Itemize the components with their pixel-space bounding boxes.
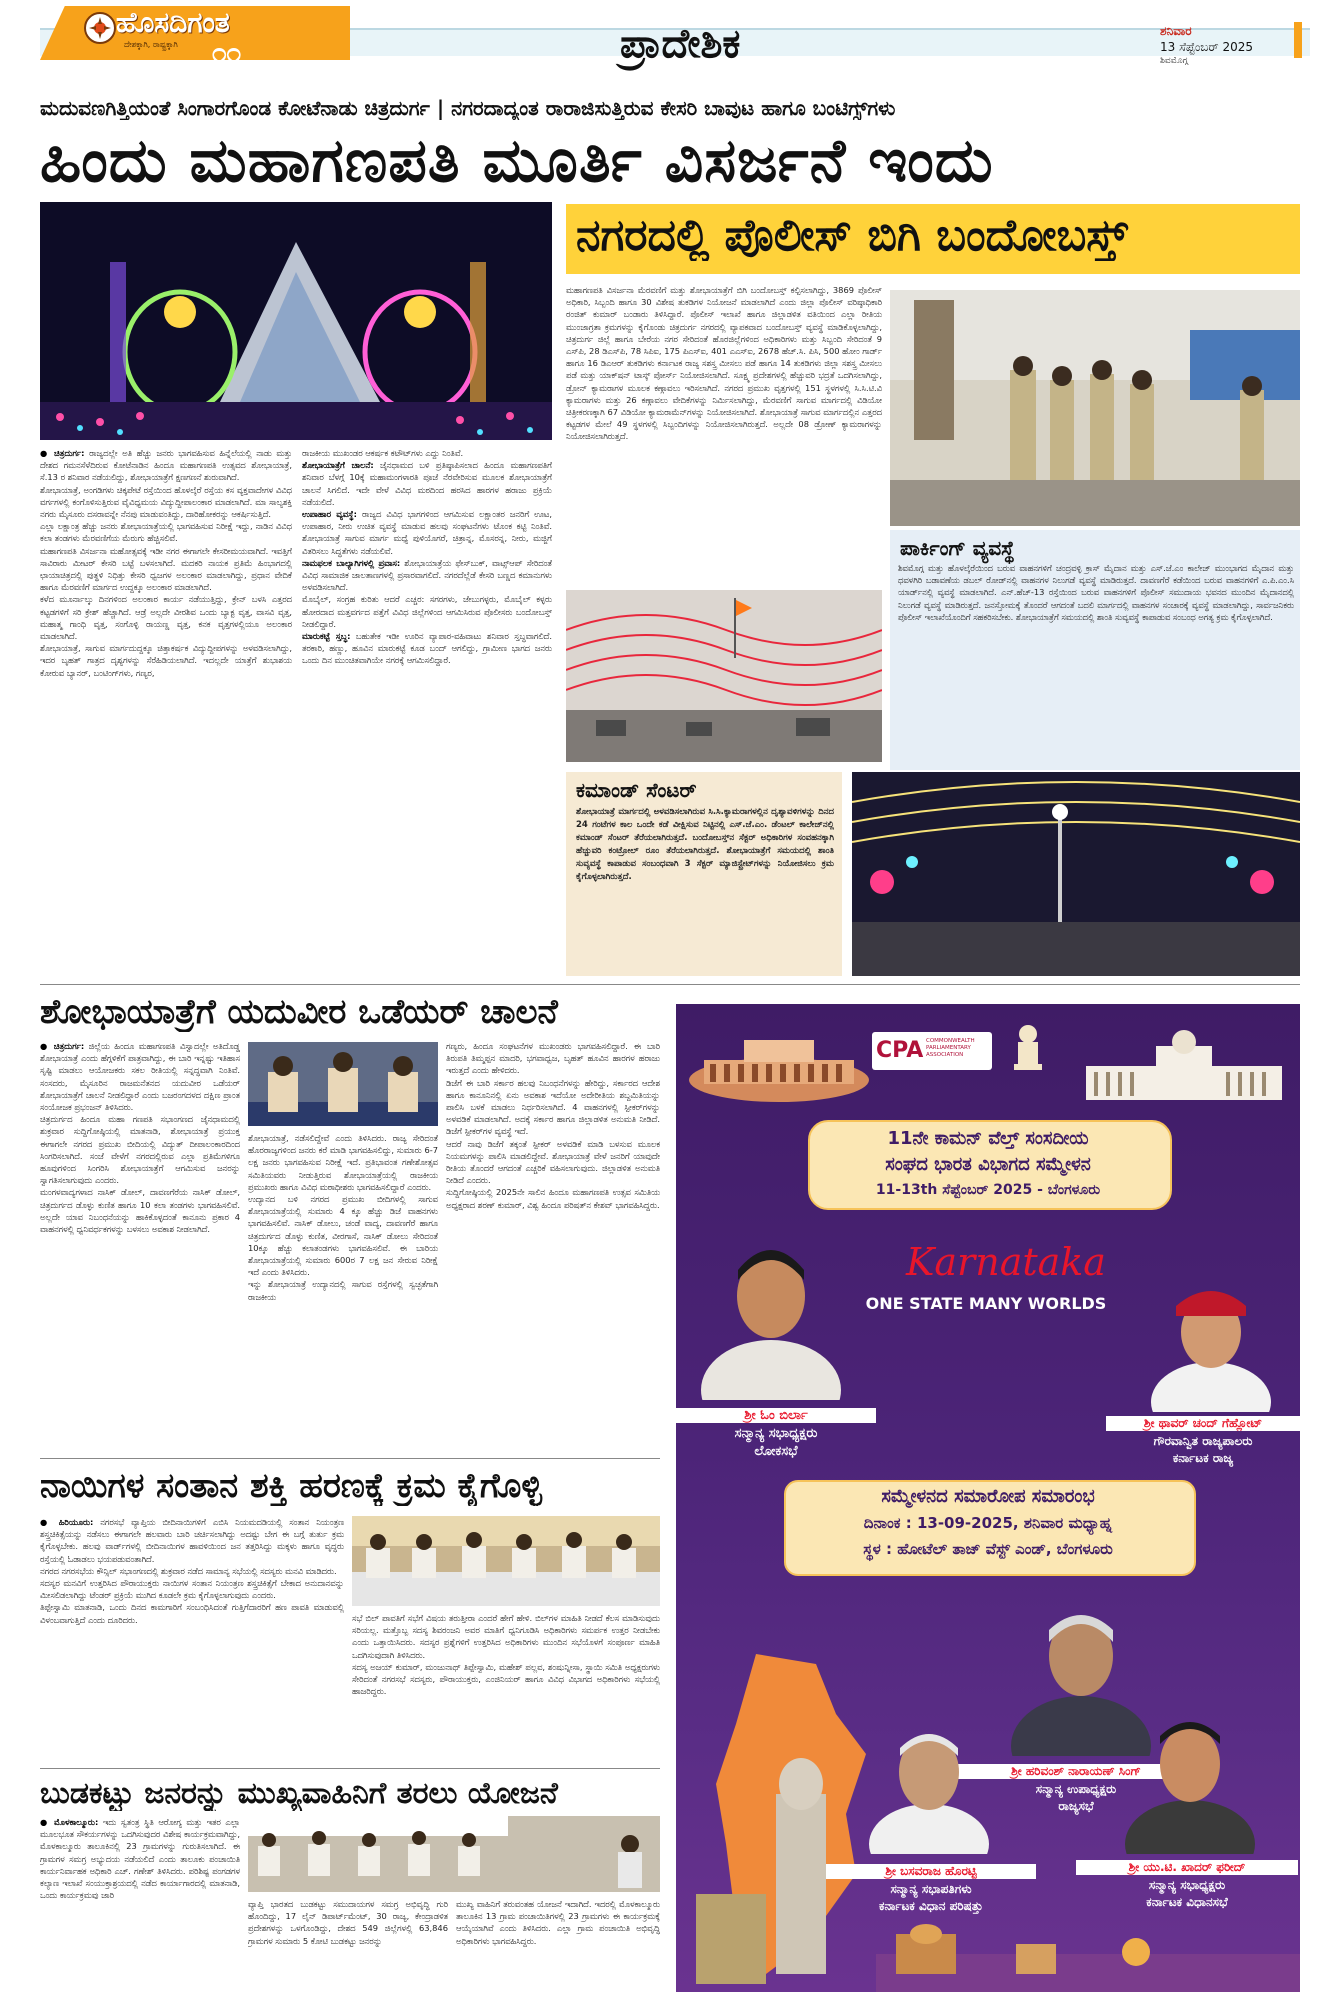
portrait-om-birla xyxy=(696,1230,846,1400)
dogs-col-2-text: ಸಭೆ ಬಿಲ್ ಪಾವತಿಗೆ ಸಭೆಗೆ ವಿಷಯ ತರುತ್ತೀರಾ ಎಂದರೆ ಹೇಗೆ ಹೇಳಿ. ಬಿಲ್‌ಗಳ ಮಾಹಿತಿ ನೀಡದೆ ಕೆಲಸ ಮಾಡಿಸುವುದು ಸರಿಯಲ್ಲ. ಮತ್ತೊಬ್ಬ ಸದಸ್ಯ ಶಿವರಂಜನಿ ಅವರ ಮಾತಿಗೆ ಧ್ವನಿಗೂಡಿಸಿ ಅಧಿಕಾರಿಗಳು ಸಮರ್ಪಕ ಉತ್ತರ ನೀಡಬೇಕು ಎಂದು ಒತ್ತಾಯಿಸಿದರು. ಸದಸ್ಯರ ಪ್ರಶ್ನೆಗಳಿಗೆ ಉತ್ತರಿಸಿದ ಅಧಿಕಾರಿಗಳು ಮುಂದಿನ ಸಭೆಯೊಳಗೆ ಸಂಪೂರ್ಣ ಮಾಹಿತಿ ಒದಗಿಸುವುದಾಗಿ ತಿಳಿಸಿದರು. ಸದಸ್ಯ ಅಜಯ್ ಕುಮಾರ್, ಮಂಜುನಾಥ್ ತಿಪ್ಪೇಸ್ವಾಮಿ, ಮಹೇಶ್ ಪಲ್ಲವ, ಶಂಷುನ್ನೀಸಾ, ಸ್ಥಾಯಿ ಸಮಿತಿ ಅಧ್ಯಕ್ಷರುಗಳು ಸೇರಿದಂತೆ ನಗರಸಭೆ ಸದಸ್ಯರು, ಪೌರಾಯುಕ್ತರು, ಎಂಜಿನಿಯರ್ ಹಾಗೂ ವಿವಿಧ ವಿಭಾಗದ ಅಧಿಕಾರಿಗಳು ಸಭೆಯಲ್ಲಿ ಹಾಜರಿದ್ದರು. xyxy=(352,1613,660,1697)
divider xyxy=(40,984,1300,985)
lead-col-1 xyxy=(40,447,292,967)
logo-text: ಹೊಸದಿಗಂತ xyxy=(116,6,230,39)
ad-title-line-1: 11ನೇ ಕಾಮನ್ ವೆಲ್ತ್ ಸಂಸದೀಯ xyxy=(887,1128,1089,1149)
scheme-col-1 xyxy=(40,1816,240,1992)
parliament-illustration xyxy=(684,1020,874,1106)
dogs-headline: ನಾಯಿಗಳ ಸಂತಾನ ಶಕ್ತಿ ಹರಣಕ್ಕೆ ಕ್ರಮ ಕೈಗೊಳ್ಳಿ xyxy=(40,1466,543,1506)
logo-icon xyxy=(84,12,116,44)
p3-name: ಶ್ರೀ ಹರಿವಂಶ್ ನಾರಾಯಣ್ ಸಿಂಗ್ xyxy=(946,1764,1206,1779)
p2-name: ಶ್ರೀ ಥಾವರ್ ಚಂದ್ ಗೆಹ್ಲೋಟ್ xyxy=(1106,1416,1300,1431)
parking-col xyxy=(898,562,1294,766)
portrait-khader xyxy=(1120,1694,1260,1854)
parking-text: ಶಿವಮೊಗ್ಗ ಮತ್ತು ಹೊಳಲ್ಕೆರೆಯಿಂದ ಬರುವ ವಾಹನಗಳಿಗೆ ಚಂದ್ರವಳ್ಳಿ ಕ್ರಾಸ್ ಮೈದಾನ ಮತ್ತು ಎಸ್.ಜೆ.ಎಂ ಕಾಲೇಜ್ ಮುಂಭಾಗದ ಮೈದಾನ ಮತ್ತು ಧವಳಗಿರಿ ಬಡಾವಣೆಯ ಡಬಲ್ ರೋಡ್‌ನಲ್ಲಿ ವಾಹನಗಳ ನಿಲುಗಡೆ ವ್ಯವಸ್ಥೆ ಮಾಡಿರುತ್ತದೆ. ದಾವಣಗೆರೆ ಕಡೆಯಿಂದ ಬರುವ ವಾಹನಗಳಿಗೆ ಎ.ಪಿ.ಎಂ.ಸಿ ಯಾರ್ಡ್‌ನಲ್ಲಿ ವ್ಯವಸ್ಥೆ ಮಾಡಲಾಗಿದೆ. ಎನ್.ಹೆಚ್-13 ರಸ್ತೆಯಿಂದ ಬರುವ ವಾಹನಗಳಿಗೆ ಪೊಲೀಸ್ ಸಮುದಾಯ ಭವನದ ಮುಂದಿನ ಮೈದಾನದಲ್ಲಿ ನಿಲುಗಡೆ ವ್ಯವಸ್ಥೆ ಮಾಡಿರುತ್ತದೆ. ಜನಸ್ತೋಮಕ್ಕೆ ತೊಂದರೆ ಆಗದಂತೆ ಬದಲಿ ಮಾರ್ಗದಲ್ಲಿ ವಾಹನಗಳ ಸಂಚಾರಕ್ಕೆ ವ್ಯವಸ್ಥೆ ಮಾಡಲಾಗಿದ್ದು, ಸಾರ್ವಜನಿಕರು ಪೊಲೀಸ್ ಇಲಾಖೆಯೊಂದಿಗೆ ಸಹಕರಿಸಬೇಕು. ಶೋಭಾಯಾತ್ರೆಗೆ ಸಮಯದಲ್ಲಿ ಶಾಂತಿ ಸುವ್ಯವಸ್ಥೆ ಕಾಪಾಡುವ ಸಂಬಂಧ ಅಗತ್ಯ ಕ್ರಮ ಕೈಗೊಳ್ಳಲಾಗಿದೆ. xyxy=(898,563,1294,622)
police-photo xyxy=(890,290,1300,526)
masthead-date: 13 ಸೆಪ್ಟೆಂಬರ್ 2025 xyxy=(1160,40,1254,54)
karnataka-logo: Karnataka xyxy=(906,1240,1106,1284)
emblem-icon xyxy=(1008,1022,1048,1078)
vidhana-soudha-illustration xyxy=(1076,1022,1292,1106)
p4-role2: ಕರ್ನಾಟಕ ವಿಧಾನ ಪರಿಷತ್ತು xyxy=(879,1899,983,1913)
valedictory-venue: ಸ್ಥಳ : ಹೋಟೆಲ್ ತಾಜ್ ವೆಸ್ಟ್ ಎಂಡ್, ಬೆಂಗಳೂರು xyxy=(863,1540,1113,1558)
command-col xyxy=(576,806,834,972)
p2-role2: ಕರ್ನಾಟಕ ರಾಜ್ಯ xyxy=(1172,1451,1234,1465)
p3-role1: ಸನ್ಮಾನ್ಯ ಉಪಾಧ್ಯಕ್ಷರು xyxy=(1035,1782,1117,1796)
monuments-illustration xyxy=(876,1924,1300,1992)
ad-title-line-3: 11-13th ಸೆಪ್ಟೆಂಬರ್ 2025 - ಬೆಂಗಳೂರು xyxy=(875,1182,1101,1198)
yaduveer-col-1-text: ● ಚಿತ್ರದುರ್ಗ: ಜಿಲ್ಲೆಯ ಹಿಂದೂ ಮಹಾಗಣಪತಿ ವಿಸ್ವಾದಲ್ಲೇ ಅತಿದೊಡ್ಡ ಶೋಭಾಯಾತ್ರೆ ಎಂದು ಹೆಗ್ಗಳಿಕೆಗೆ ಪಾತ್ರವಾಗಿದ್ದು, ಈ ಬಾರಿ ಇನ್ನಷ್ಟು ಇತಿಹಾಸ ಸೃಷ್ಟಿ ಮಾಡಲು ಆಯೋಜಕರು ಸಕಲ ರೀತಿಯಲ್ಲಿ ಸನ್ನದ್ಧವಾಗಿ ನಿಂತಿವೆ. ಸಂಸದರು, ಮೈಸೂರಿನ ರಾಜಮನೆತನದ ಯದುವೀರ ಒಡೆಯರ್ ಶೋಭಾಯಾತ್ರೆಗೆ ಚಾಲನೆ ನೀಡಲಿದ್ದಾರೆ ಎಂದು ಬಜರಂಗದಳದ ದಕ್ಷಿಣ ಪ್ರಾಂತ ಸಂಯೋಜಕ ಪ್ರಭಂಜನ್ ತಿಳಿಸಿದರು. ಚಿತ್ರದುರ್ಗದ ಹಿಂದೂ ಮಹಾ ಗಣಪತಿ ಸಭಾಂಗಣದ ಜೈನಧಾಮದಲ್ಲಿ ಶುಕ್ರವಾರ ಸುದ್ದಿಗೋಷ್ಠಿಯಲ್ಲಿ ಮಾತನಾಡಿ, ಶೋಭಾಯಾತ್ರೆ ಪ್ರಯುಕ್ತ ಈಗಾಗಲೇ ನಗರದ ಪ್ರಮುಖ ಬೀದಿಯಲ್ಲಿ ವಿದ್ಯುತ್ ದೀಪಾಲಂಕಾರದಿಂದ ಸಿಂಗರಿಸಲಾಗಿದೆ. ಸಂಜೆ ವೇಳೆಗೆ ನಗರದಲ್ಲಿರುವ ಎಲ್ಲಾ ಪ್ರತಿಮೆಗಳಿಗೂ ಹೂವುಗಳಿಂದ ಸಿಂಗರಿಸಿ ಶೋಭಾಯಾತ್ರೆಗೆ ಆಗಮಿಸುವ ಜನರನ್ನು ಸ್ವಾಗತಿಸಲಾಗುವುದು ಎಂದರು. ಮಂಗಳವಾದ್ಯಗಳಾದ ನಾಸಿಕ್ ಡೋಲ್, ದಾವಣಗೆರೆಯ ನಾಸಿಕ್ ಡೋಲ್, ಚಿತ್ರದುರ್ಗದ ಡೊಳ್ಳು ಕುಣಿತ ಹಾಗೂ 10 ಕಲಾ ತಂಡಗಳು ಭಾಗವಹಿಸಲಿವೆ. ಅಲ್ಲದೇ ಯಾವ ನಿಬಂಧನೆಯನ್ನು ಹಾಕಿಕೊಳ್ಳದಂತೆ ಕಾನೂನು ಪ್ರಕಾರ 4 ವಾಹನಗಳಲ್ಲಿ ಧ್ವನಿವರ್ಧಕಗಳನ್ನು ಬಳಸಲು ಅವಕಾಶ ನೀಡಲಾಗಿದೆ. xyxy=(40,1041,240,1235)
divider xyxy=(40,1768,660,1769)
scheme-col-1-text: ● ಮೊಳಕಾಲ್ಮೂರು: ಇದು ಸ್ವತಂತ್ರ ಸ್ಥಿತಿ ಆರೋಗ್ಯ ಮತ್ತು ಇತರ ಎಲ್ಲಾ ಮೂಲಭೂತ ಸೌಕರ್ಯಗಳನ್ನು ಒದಗಿಸುವುದರ ವಿಶೇಷ ಕಾರ್ಯಕ್ರಮವಾಗಿದ್ದು, ಮೊಳಕಾಲ್ಮೂರು ತಾಲೂಕಿನಲ್ಲಿ 23 ಗ್ರಾಮಗಳನ್ನು ಗುರುತಿಸಲಾಗಿದೆ. ಈ ಗ್ರಾಮಗಳ ಸಮಗ್ರ ಅಭ್ಯುದಯ ನಡೆಯಲಿದೆ ಎಂದು ತಾಲೂಕು ಪಂಚಾಯಿತಿ ಕಾರ್ಯನಿರ್ವಾಹಕ ಅಧಿಕಾರಿ ಎಚ್. ಗಣೇಶ್ ತಿಳಿಸಿದರು. ಪರಿಶಿಷ್ಟ ಪಂಗಡಗಳ ಕಲ್ಯಾಣ ಇಲಾಖೆ ಸಂಯುಕ್ತಾಶ್ರಯದಲ್ಲಿ ನಡೆದ ಕಾರ್ಯಾಗಾರದಲ್ಲಿ ಮಾತನಾಡಿ, ಒಂದು ಕಾರ್ಯಕ್ರಮವು ಜಾರಿ xyxy=(40,1817,240,1901)
divider xyxy=(40,1458,660,1459)
ad-slogan: ONE STATE MANY WORLDS xyxy=(865,1294,1107,1313)
valedictory-date: ದಿನಾಂಕ : 13-09-2025, ಶನಿವಾರ ಮಧ್ಯಾಹ್ನ xyxy=(863,1514,1113,1532)
lead-col-2-text: ರಾಜಕೀಯ ಮುಖಂಡರ ಆಕರ್ಷಕ ಕಟೌಟ್‌ಗಳು ಎದ್ದು ನಿಂತಿವೆ. ಶೋಭಾಯಾತ್ರೆಗೆ ಚಾಲನೆ: ಜೈನಧಾಮದ ಬಳಿ ಪ್ರತಿಷ್ಠಾಪಿಸಲಾದ ಹಿಂದೂ ಮಹಾಗಣಪತಿಗೆ ಶನಿವಾರ ಬೆಳಗ್ಗೆ 10ಕ್ಕೆ ಮಹಾಮಂಗಳಾರತಿ ಪೂಜೆ ನೆರವೇರಿಸುವ ಮೂಲಕ ಶೋಭಾಯಾತ್ರೆಗೆ ಚಾಲನೆ ಸಿಗಲಿದೆ. ಇದೇ ವೇಳೆ ವಿವಿಧ ಮಠದಿಂದ ಹರಸಿದ ಹಾರಗಳ ಹರಾಜು ಪ್ರಕ್ರಿಯೆ ನಡೆಯಲಿದೆ. ಉಪಾಹಾರ ವ್ಯವಸ್ಥೆ: ರಾಜ್ಯದ ವಿವಿಧ ಭಾಗಗಳಿಂದ ಆಗಮಿಸುವ ಲಕ್ಷಾಂತರ ಜನರಿಗೆ ಊಟ, ಉಪಾಹಾರ, ನೀರು ಉಚಿತ ವ್ಯವಸ್ಥೆ ಮಾಡುವ ಹಲವು ಸಂಘಟನೆಗಳು ಟೊಂಕ ಕಟ್ಟಿ ನಿಂತಿವೆ. ಶೋಭಾಯಾತ್ರೆ ಸಾಗುವ ಮಾರ್ಗ ಮಧ್ಯೆ ಪುಳಿಯೊಗರೆ, ಚಿತ್ರಾನ್ನ, ಮೊಸರನ್ನ, ನೀರು, ಮಜ್ಜಿಗೆ ವಿತರಿಸಲು ಸಿದ್ಧತೆಗಳು ನಡೆಯಲಿವೆ. ನಾಮಫಲಕ ಬಾಲ್ಯಾಗಿಗಳಲ್ಲಿ ಪ್ರವಾಸ: ಶೋಭಾಯಾತ್ರೆಯ ಫೇಸ್‌ಬುಕ್, ವಾಟ್ಸ್‌ಆಪ್ ಸೇರಿದಂತೆ ವಿವಿಧ ಸಾಮಾಜಿಕ ಜಾಲತಾಣಗಳಲ್ಲಿ ಪ್ರಸಾರವಾಗಲಿದೆ. ನಗರದೆಲ್ಲೆಡೆ ಕೇಸರಿ ಬಣ್ಣದ ಕಮಾನುಗಳು ಅಳವಡಿಸಲಾಗಿದೆ. ಮೊಬೈಲ್, ಸಂಗ್ರಹ ಕುರಿತು ಆದರೆ ಎಚ್ಚರ: ಸಗರಗಳು, ಜೇಬುಗಳ್ಳರು, ಮೊಬೈಲ್ ಕಳ್ಳರು ಹೋರದಾದ ಮತ್ತವರ್ಗದ ಪತ್ತೆಗೆ ವಿವಿಧ ಜಿಲ್ಲೆಗಳಿಂದ ಆಗಮಿಸಿರುವ ಪೊಲೀಸರು ಬಂದೋಬಸ್ತ್‌ ನೀಡಲಿದ್ದಾರೆ. ಮಾರುಕಟ್ಟೆ ಸ್ತಬ್ಧ: ಬಹುತೇಕ ಇಡೀ ಊರಿನ ವ್ಯಾಪಾರ-ವಹಿವಾಟು ಶನಿವಾರ ಸ್ತಬ್ಧವಾಗಲಿದೆ. ತರಕಾರಿ, ಹಣ್ಣು, ಹೂವಿನ ಮಾರುಕಟ್ಟೆ ಕೂಡ ಬಂದ್ ಆಗಲಿದ್ದು, ಗ್ರಾಮೀಣ ಭಾಗದ ಜನರು ಒಂದು ದಿನ ಮುಂಚಿತವಾಗಿಯೇ ನಗರಕ್ಕೆ ಆಗಮಿಸಲಿದ್ದಾರೆ. xyxy=(302,448,552,666)
lead-photo xyxy=(40,202,552,440)
lead-headline: ಹಿಂದು ಮಹಾಗಣಪತಿ ಮೂರ್ತಿ ವಿಸರ್ಜನೆ ಇಂದು xyxy=(40,126,994,196)
police-col xyxy=(566,284,882,584)
page-number: ೧೧ xyxy=(212,38,242,68)
cpa-advertisement xyxy=(676,1004,1300,1992)
masthead xyxy=(0,0,1338,68)
lead-col-2 xyxy=(302,447,552,967)
p4-role1: ಸನ್ಮಾನ್ಯ ಸಭಾಪತಿಗಳು xyxy=(890,1882,972,1896)
p3-role2: ರಾಜ್ಯಸಭೆ xyxy=(1058,1799,1094,1813)
p4-name: ಶ್ರೀ ಬಸವರಾಜ ಹೊರಟ್ಟಿ xyxy=(826,1864,1036,1879)
yaduveer-col-3 xyxy=(446,1040,660,1450)
lead-kicker: ಮದುವಣಗಿತ್ತಿಯಂತೆ ಸಿಂಗಾರಗೊಂಡ ಕೋಟೆನಾಡು ಚಿತ್ರದುರ್ಗ | ನಗರದಾದ್ಯಂತ ರಾರಾಜಿಸುತ್ತಿರುವ ಕೇಸರಿ ಬಾವುಟ ಹಾಗೂ ಬಂಟಿಗ್ಸ್‌ಗಳು xyxy=(40,96,896,120)
p5-name: ಶ್ರೀ ಯು.ಟಿ. ಖಾದರ್ ಫರೀದ್ xyxy=(1076,1860,1298,1875)
dogs-col-1 xyxy=(40,1516,344,1762)
masthead-accent xyxy=(1294,22,1302,58)
portrait-horatti xyxy=(864,1704,994,1854)
masthead-day: ಶನಿವಾರ xyxy=(1160,24,1192,38)
dogs-col-2 xyxy=(352,1612,660,1762)
cpa-logo-text: CPA xyxy=(876,1038,924,1063)
dogs-photo xyxy=(352,1516,660,1606)
logo-tagline: ದೇಶಕ್ಕಾಗಿ, ರಾಷ್ಟ್ರಕ್ಕಾಗಿ xyxy=(124,40,178,49)
p5-role1: ಸನ್ಮಾನ್ಯ ಸಭಾಧ್ಯಕ್ಷರು xyxy=(1148,1878,1226,1892)
yaduveer-col-2 xyxy=(248,1132,438,1450)
street-photo xyxy=(852,772,1300,976)
flags-photo xyxy=(566,590,882,762)
p1-name: ಶ್ರೀ ಓಂ ಬಿರ್ಲಾ xyxy=(676,1408,876,1423)
parking-headline: ಪಾರ್ಕಿಂಗ್ ವ್ಯವಸ್ಥೆ xyxy=(900,536,1015,560)
scheme-headline: ಬುಡಕಟ್ಟು ಜನರನ್ನು ಮುಖ್ಯವಾಹಿನಿಗೆ ತರಲು ಯೋಜನೆ xyxy=(40,1776,558,1811)
yaduveer-photo xyxy=(248,1042,438,1126)
scheme-col-3 xyxy=(456,1898,660,1992)
scheme-col-3-text: ಮುಖ್ಯ ವಾಹಿನಿಗೆ ತರುವಂತಹ ಯೋಜನೆ ಇದಾಗಿದೆ. ಇದರಲ್ಲಿ ಮೊಳಕಾಲ್ಮೂರು ತಾಲೂಕಿನ 13 ಗ್ರಾಮ ಪಂಚಾಯಿತಿಗಳಲ್ಲಿ 23 ಗ್ರಾಮಗಳು ಈ ಕಾರ್ಯಕ್ರಮಕ್ಕೆ ಆಯ್ಕೆಯಾಗಿವೆ ಎಂದು ತಿಳಿಸಿದರು. ಎಲ್ಲಾ ಗ್ರಾಮ ಪಂಚಾಯಿತಿ ಅಭಿವೃದ್ಧಿ ಅಧಿಕಾರಿಗಳು ಭಾಗವಹಿಸಿದ್ದರು. xyxy=(456,1899,660,1946)
p1-role2: ಲೋಕಸಭೆ xyxy=(754,1444,798,1459)
lead-col-1-text: ● ಚಿತ್ರದುರ್ಗ: ರಾಜ್ಯದಲ್ಲೇ ಅತಿ ಹೆಚ್ಚು ಜನರು ಭಾಗವಹಿಸುವ ಹಿನ್ನೆಲೆಯಲ್ಲಿ ನಾಡು ಮತ್ತು ದೇಶದ ಗಮನಸೆಳೆದಿರುವ ಕೋಟೆನಾಡಿನ ಹಿಂದೂ ಮಹಾಗಣಪತಿ ಉತ್ಸವದ ಶೋಭಾಯಾತ್ರೆ, ಸೆ.13 ರ ಶನಿವಾರ ನಡೆಯಲಿದ್ದು, ಶೋಭಾಯಾತ್ರೆಗೆ ಕ್ಷಣಗಣನೆ ಶುರುವಾಗಿದೆ. ಶೋಭಾಯಾತ್ರೆ, ಅಂಗಡಿಗಳು ಚಿಕ್ಕಪೇಟೆ ರಸ್ತೆಯಿಂದ ಹೊಳಲ್ಕೆರೆ ರಸ್ತೆಯ ಕಸ ವ್ಯಕ್ತವಾದೇಗಳ ವಿವಿಧ ವರ್ಗಗಳಲ್ಲಿ ಕಂಗೊಳಿಸುತ್ತಿರುವ ವೈವಿಧ್ಯಮಯ ವಿದ್ಯುದ್ದೀಪಾಲಂಕಾರ ಮಾಡಲಾಗಿದೆ. ಮಾ ಸಾಲ್ಯಶಕ್ತಿ ನಗರು ಮೈಸೂರು ದಸರಾವನ್ನೇ ನೆನಪು ಮಾಡುವಂತಿದ್ದು, ದಾರಿಹೋಕರನ್ನು ಆಕರ್ಷಿಸುತ್ತಿದೆ. ಎಲ್ಲಾ ಲಕ್ಷಾಂತ್ರ ಹೆಚ್ಚು ಜನರು ಶೋಭಾಯಾತ್ರೆಯಲ್ಲಿ ಭಾಗವಹಿಸುವ ನಿರೀಕ್ಷೆ ಇದ್ದು, ನಾಡಿನ ವಿವಿಧ ಕಲಾ ತಂಡಗಳು ಮೆರವಣಿಗೆಯ ಮೆರುಗು ಹೆಚ್ಚಿಸಲಿವೆ. ಮಹಾಗಣಪತಿ ವಿಸರ್ಜನಾ ಮಹೋತ್ಸವಕ್ಕೆ ಇಡೀ ನಗರ ಈಗಾಗಲೇ ಕೇಸರೀಮಯವಾಗಿದೆ. ಇವತ್ತಿಗೆ ಸಾವಿರಾರು ಮೀಟರ್ ಕೇಸರಿ ಬಟ್ಟೆ ಬಳಸಲಾಗಿದೆ. ಮದಕರಿ ನಾಯಕ ಪ್ರತಿಮೆ ಹಿಂಭಾಗದಲ್ಲಿ ಛಾಯಾಚಿತ್ರದಲ್ಲಿ ಪುತ್ಥಳಿ ನಿಧಿತ್ತು ಕೇಸರಿ ಧ್ವಜಗಳ ಅಲಂಕಾರ ಮಾಡಲಾಗಿದ್ದು, ಪ್ರಧಾನ ವೇದಿಕೆ ಹಾಗೂ ಮೆರವಣಿಗೆ ಮಾರ್ಗದ ಉದ್ದಕ್ಕೂ ಅಲಂಕಾರ ಮಾಡಲಾಗಿದೆ. ಕಳೆದ ಮೂರ್ನಾಲ್ಕು ದಿನಗಳಿಂದ ಅಲಂಕಾರ ಕಾರ್ಯ ನಡೆಯುತ್ತಿದ್ದು, ಕ್ರೇನ್ ಬಳಸಿ ಎತ್ತರದ ಕಟ್ಟಡಗಳಿಗೆ ಸರಿ ಕ್ರೇಶ್ ಹೆಚ್ಚಾಗಿದೆ. ಆಡ್ರೆ ಅಲ್ಲದೇ ವೀರಶಿವ ಒಂದು ಬ್ಯಾಕ್ಟ ವೃತ್ತ, ವಾಸವಿ ವೃತ್ತ, ಮಹಾತ್ಮ ಗಾಂಧಿ ವೃತ್ತ, ಸಂಗೊಳ್ಳಿ ರಾಯಣ್ಣ ವೃತ್ತ, ಕನಕ ವೃತ್ತಗಳಲ್ಲಿಯೂ ಅಲಂಕಾರ ಮಾಡಲಾಗಿದೆ. ಶೋಭಾಯಾತ್ರೆ, ಸಾಗುವ ಮಾರ್ಗದುದ್ದಕ್ಕೂ ಚಿತ್ತಾಕರ್ಷಕ ವಿದ್ಯುದ್ದೀಪಗಳನ್ನು ಅಳವಡಿಸಲಾಗಿದ್ದು, ಇದರ ಬೃಹತ್ ಗಾತ್ರದ ದೃಶ್ಯಗಳನ್ನು ಸೆರೆಹಿಡಿಯಲಾಗಿದೆ. ಇದಲ್ಲದೇ ಯಾತ್ರೆಗೆ ಶುಭಾಶಯ ಕೋರುವ ಬ್ಯಾನರ್, ಬಂಟಿಂಗ್‌ಗಳು, ಗಣ್ಯರ, xyxy=(40,448,292,678)
section-title: ಪ್ರಾದೇಶಿಕ xyxy=(620,20,741,67)
ad-title-line-2: ಸಂಘದ ಭಾರತ ವಿಭಾಗದ ಸಮ್ಮೇಳನ xyxy=(885,1154,1091,1175)
cpa-logo-full: COMMONWEALTH PARLIAMENTARY ASSOCIATION xyxy=(926,1038,975,1058)
police-text: ಮಹಾಗಣಪತಿ ವಿಸರ್ಜನಾ ಮೆರವಣಿಗೆ ಮತ್ತು ಶೋಭಾಯಾತ್ರೆಗೆ ಬಿಗಿ ಬಂದೋಬಸ್ತ್ ಕಲ್ಪಿಸಲಾಗಿದ್ದು, 3869 ಪೊಲೀಸ್ ಅಧಿಕಾರಿ, ಸಿಬ್ಬಂದಿ ಹಾಗೂ 30 ವಿಶೇಷ ತುಕಡಿಗಳ ನಿಯೋಜನೆ ಮಾಡಲಾಗಿದೆ ಎಂದು ಜಿಲ್ಲಾ ಪೊಲೀಸ್ ವರಿಷ್ಠಾಧಿಕಾರಿ ರಂಜಿತ್ ಕುಮಾರ್ ಬಂಡಾರು ತಿಳಿಸಿದ್ದಾರೆ. ಪೊಲೀಸ್ ಇಲಾಖೆ ಹಾಗೂ ಜಿಲ್ಲಾಡಳಿತ ವತಿಯಿಂದ ಎಲ್ಲಾ ರೀತಿಯ ಮುಂಜಾಗ್ರತಾ ಕ್ರಮಗಳನ್ನು ಕೈಗೊಂಡು ಚಿತ್ರದುರ್ಗ ನಗರದಲ್ಲಿ ವ್ಯಾಪಕವಾದ ಬಂದೋಬಸ್ತ್ ವ್ಯವಸ್ಥೆ ಮಾಡಿಕೊಳ್ಳಲಾಗಿದ್ದು, ಚಿತ್ರದುರ್ಗ ಜಿಲ್ಲೆ ಹಾಗೂ ಬೇರೆಯ ನಗರ ಸೇರಿದಂತೆ ಹೊರಜಿಲ್ಲೆಗಳಿಂದ ಅಧಿಕಾರಿಗಳು ಮತ್ತು ಸಿಬ್ಬಂದಿ ಸೇರಿದಂತೆ 9 ಎಸ್‌ಪಿ, 28 ಡಿಎಸ್‌ಪಿ, 78 ಸಿಪಿಐ, 175 ಪಿಎಸ್‌ಐ, 401 ಎಎಸ್‌ಐ, 2678 ಹೆಚ್.ಸಿ. ಪಿಸಿ, 500 ಹೋಂ ಗಾರ್ಡ್ ಹಾಗೂ 16 ಡಿಎಆರ್ ತುಕಡಿಗಳು ಕರ್ನಾಟಕ ರಾಜ್ಯ ಸಶಸ್ತ್ರ ಮೀಸಲು ಪಡೆ ಹಾಗೂ 14 ತುಕಡಿಗಳು ಜಿಲ್ಲಾ ಸಶಸ್ತ್ರ ಮೀಸಲು ಪಡೆ ಮತ್ತು ಯಾಕ್‌ಷನ್ ಟಾಸ್ಕ್ ಪೋರ್ಸ್ ನಿಯೋಜಿಸಲಾಗಿದೆ. ಸೂಕ್ಷ್ಮ ಪ್ರದೇಶಗಳಲ್ಲಿ ಹೆಚ್ಚುವರಿ ಭದ್ರತೆ ಒದಗಿಸಲಾಗಿದ್ದು, ಡ್ರೋನ್ ಕ್ಯಾಮರಾಗಳ ಮೂಲಕ ಕಣ್ಗಾವಲು ಇರಿಸಲಾಗಿದೆ. ನಗರದ ಪ್ರಮುಖ ವೃತ್ತಗಳಲ್ಲಿ 151 ಸ್ಥಳಗಳಲ್ಲಿ ಸಿ.ಸಿ.ಟಿ.ವಿ ಕ್ಯಾಮರಾಗಳು ಮತ್ತು 26 ಕಣ್ಗಾವಲು ವೇದಿಕೆಗಳನ್ನು ನಿರ್ಮಿಸಲಾಗಿದ್ದು, ಮೆರವಣಿಗೆ ಸಾಗುವ ಮಾರ್ಗದಲ್ಲಿ ವಿಡಿಯೋ ಚಿತ್ರೀಕರಣಕ್ಕಾಗಿ 67 ವಿಡಿಯೋ ಕ್ಯಾಮರಾಮೆನ್‌ಗಳನ್ನು ನಿಯೋಜಿಸಲಾಗಿದೆ. ಶೋಭಾಯಾತ್ರೆ ಸಾಗುವ ಮಾರ್ಗದಲ್ಲಿನ ಎತ್ತರದ ಕಟ್ಟಡಗಳ ಮೇಲೆ 49 ಸ್ಥಳಗಳಲ್ಲಿ ಸಿಬ್ಬಂದಿಗಳನ್ನು ನಿಯೋಜಿಸಲಾಗಿರುತ್ತದೆ. ಅಲ್ಲದೇ 08 ಡ್ರೋಣ್ ಕ್ಯಾಮರಾಗಳನ್ನು ನಿಯೋಜಿಸಲಾಗಿರುತ್ತದೆ. xyxy=(566,285,882,442)
dogs-col-1-text: ● ಹಿರಿಯೂರು: ನಗರಸಭೆ ವ್ಯಾಪ್ತಿಯ ಬೀದಿನಾಯಿಗಳಿಗೆ ಎಬಿಸಿ ನಿಯಮದಡಿಯಲ್ಲಿ ಸಂತಾನ ನಿಯಂತ್ರಣ ಶಸ್ತ್ರಚಿಕಿತ್ಸೆಯನ್ನು ನಡೆಸಲು ಈಗಾಗಲೇ ಹಲವಾರು ಬಾರಿ ಚರ್ಚಿಸಲಾಗಿದ್ದು ಅದಷ್ಟು ಬೇಗ ಈ ಬಗ್ಗೆ ತುರ್ತು ಕ್ರಮ ಕೈಗೊಳ್ಳಬೇಕು. ಹಲವು ವಾರ್ಡ್‌ಗಳಲ್ಲಿ ಬೀದಿನಾಯಿಗಳ ಹಾವಳಿಯಿಂದ ಜನ ತತ್ತರಿಸಿದ್ದು ಮಕ್ಕಳು ಹಾಗೂ ವೃದ್ಧರು ರಸ್ತೆಯಲ್ಲಿ ಓಡಾಡಲು ಭಯಪಡುವಂತಾಗಿದೆ. ನಗರದ ನಗರಸಭೆಯ ಕೌನ್ಸಿಲ್ ಸಭಾಂಗಣದಲ್ಲಿ ಶುಕ್ರವಾರ ನಡೆದ ಸಾಮಾನ್ಯ ಸಭೆಯಲ್ಲಿ ಸದಸ್ಯರು ಮನವಿ ಮಾಡಿದರು. ಸದಸ್ಯರ ಮನವಿಗೆ ಉತ್ತರಿಸಿದ ಪೌರಾಯುಕ್ತರು ನಾಯಿಗಳ ಸಂತಾನ ನಿಯಂತ್ರಣ ಶಸ್ತ್ರಚಿಕಿತ್ಸೆಗೆ ಬೇಕಾದ ಅನುದಾನವನ್ನು ಮೀಸಲಿಡಲಾಗಿದ್ದು ಟೆಂಡರ್ ಪ್ರಕ್ರಿಯೆ ಮುಗಿದ ಕೂಡಲೇ ಕ್ರಮ ಕೈಗೊಳ್ಳಲಾಗುವುದು ಎಂದರು. ತಿಪ್ಪೇಸ್ವಾಮಿ ಮಾತನಾಡಿ, ಒಂದು ದಿನದ ಕಾಮಗಾರಿಗೆ ಸಂಬಂಧಿಸಿದಂತೆ ಗುತ್ತಿಗೆದಾರರಿಗೆ ಹಣ ಪಾವತಿ ಮಾಡುವಲ್ಲಿ ವಿಳಂಬವಾಗುತ್ತಿದೆ ಎಂದು ದೂರಿದರು. xyxy=(40,1517,344,1625)
portrait-gehlot xyxy=(1146,1262,1276,1412)
scheme-col-2 xyxy=(248,1898,448,1992)
p5-role2: ಕರ್ನಾಟಕ ವಿಧಾನಸಭೆ xyxy=(1146,1895,1228,1909)
cpa-logo xyxy=(872,1032,992,1070)
yaduveer-headline: ಶೋಭಾಯಾತ್ರೆಗೆ ಯದುವೀರ ಒಡೆಯರ್ ಚಾಲನೆ xyxy=(40,992,558,1032)
scheme-col-2-text: ವ್ಯಾಪ್ತಿ ಭಾರತದ ಬುಡಕಟ್ಟು ಸಮುದಾಯಗಳ ಸಮಗ್ರ ಅಭಿವೃದ್ಧಿ ಗುರಿ ಹೊಂದಿದ್ದು, 17 ಲೈನ್ ಡಿಪಾರ್ಟ್‌ಮೆಂಟ್, 30 ರಾಜ್ಯ, ಕೇಂದ್ರಾಡಳಿತ ಪ್ರದೇಶಗಳನ್ನು ಒಳಗೊಂಡಿದ್ದು, ದೇಶದ 549 ಜಿಲ್ಲೆಗಳಲ್ಲಿ 63,846 ಗ್ರಾಮಗಳ ಸುಮಾರು 5 ಕೋಟಿ ಬುಡಕಟ್ಟು ಜನರನ್ನು xyxy=(248,1899,448,1946)
p1-role1: ಸನ್ಮಾನ್ಯ ಸಭಾಧ್ಯಕ್ಷರು xyxy=(734,1426,818,1441)
command-text: ಶೋಭಾಯಾತ್ರೆ ಮಾರ್ಗದಲ್ಲಿ ಅಳವಡಿಸಲಾಗಿರುವ ಸಿ.ಸಿ.ಕ್ಯಾಮರಾಗಳಲ್ಲಿನ ದೃಶ್ಯಾವಳಿಗಳನ್ನು ದಿನದ 24 ಗಂಟೆಗಳ ಕಾಲ ಒಂದೇ ಕಡೆ ವೀಕ್ಷಿಸುವ ನಿಟ್ಟಿನಲ್ಲಿ ಎಸ್.ಜೆ.ಎಂ. ಡೆಂಟಲ್ ಕಾಲೇಜ್‌ನಲ್ಲಿ ಕಮಾಂಡ್ ಸೆಂಟರ್ ತೆರೆಯಲಾಗಿರುತ್ತದೆ. ಬಂದೋಬಸ್ತ್‌ನ ಸೆಕ್ಟರ್ ಅಧಿಕಾರಿಗಳ ಸಂವಹನಕ್ಕಾಗಿ ಹೆಚ್ಚುವರಿ ಕಂಟ್ರೋಲ್ ರೂಂ ತೆರೆಯಲಾಗಿರುತ್ತದೆ. ಶೋಭಾಯಾತ್ರೆಗೆ ಸಮಯದಲ್ಲಿ ಶಾಂತಿ ಸುವ್ಯವಸ್ಥೆ ಕಾಪಾಡುವ ಸಂಬಂಧವಾಗಿ 3 ಸೆಕ್ಟರ್ ಮ್ಯಾಜಿಸ್ಟ್ರೇಟ್‌ಗಳನ್ನು ನಿಯೋಜಿಸಲು ಕ್ರಮ ಕೈಗೊಳ್ಳಲಾಗಿರುತ್ತದೆ. xyxy=(576,807,834,882)
police-headline: ನಗರದಲ್ಲಿ ಪೊಲೀಸ್ ಬಿಗಿ ಬಂದೋಬಸ್ತ್ xyxy=(576,210,1128,261)
valedictory-title: ಸಮ್ಮೇಳನದ ಸಮಾರೋಪ ಸಮಾರಂಭ xyxy=(881,1486,1095,1507)
command-headline: ಕಮಾಂಡ್ ಸೆಂಟರ್ xyxy=(576,778,697,802)
yaduveer-col-2-text: ಶೋಭಾಯಾತ್ರೆ, ನಡೆಸಲಿದ್ದೇವೆ ಎಂದು ತಿಳಿಸಿದರು. ರಾಜ್ಯ ಸೇರಿದಂತೆ ಹೊರರಾಜ್ಯಗಳಿಂದ ಜನರು ಕರೆ ಮಾಡಿ ಭಾಗವಹಿಸಲಿದ್ದು, ಸುಮಾರು 6-7 ಲಕ್ಷ ಜನರು ಭಾಗವಹಿಸುವ ನಿರೀಕ್ಷೆ ಇದೆ. ಪ್ರತಿಭಾವಂತ ಗಣೇಶೋತ್ಸವ ಸಮಿತಿಯವರು ನೀಡುತ್ತಿರುವ ಶೋಭಾಯಾತ್ರೆಯಲ್ಲಿ ರಾಜಕೀಯ ಪ್ರಮುಖರು ಹಾಗೂ ವಿವಿಧ ಮಠಾಧೀಶರು ಭಾಗವಹಿಸಲಿದ್ದಾರೆ ಎಂದರು. ಉದ್ಯಾನದ ಬಳಿ ನಗರದ ಪ್ರಮುಖ ಬೀದಿಗಳಲ್ಲಿ ಸಾಗುವ ಶೋಭಾಯಾತ್ರೆಯಲ್ಲಿ ಸುಮಾರು 4 ಕ್ಕೂ ಹೆಚ್ಚು ಡಿಜೆ ವಾಹನಗಳು ಭಾಗವಹಿಸಲಿವೆ. ನಾಸಿಕ್ ಡೋಲು, ಚಂಡೆ ವಾದ್ಯ, ದಾವಣಗೆರೆ ಹಾಗೂ ಚಿತ್ರದುರ್ಗದ ಡೊಳ್ಳು ಕುಣಿತ, ವೀರಗಾಸೆ, ನಾಸಿಕ್ ಡೋಲು ಸೇರಿದಂತೆ 10ಕ್ಕೂ ಹೆಚ್ಚು ಕಲಾತಂಡಗಳು ಭಾಗವಹಿಸಲಿವೆ. ಈ ಬಾರಿಯ ಶೋಭಾಯಾತ್ರೆಯಲ್ಲಿ ಸುಮಾರು 600ರ 7 ಲಕ್ಷ ಜನ ಸೇರುವ ನಿರೀಕ್ಷೆ ಇದೆ ಎಂದು ತಿಳಿಸಿದರು. ಇನ್ನು ಶೋಭಾಯಾತ್ರೆ ಉದ್ಯಾನದಲ್ಲಿ ಸಾಗುವ ರಸ್ತೆಗಳಲ್ಲಿ ಸ್ವಚ್ಛತೆಗಾಗಿ ರಾಜಕೀಯ xyxy=(248,1133,438,1302)
yaduveer-col-3-text: ಗಣ್ಯರು, ಹಿಂದೂ ಸಂಘಟನೆಗಳ ಮುಖಂಡರು ಭಾಗವಹಿಸಲಿದ್ದಾರೆ. ಈ ಬಾರಿ ತಿರುಪತಿ ತಿಮ್ಮಪ್ಪನ ಮಾದರಿ, ಭಗವಾಧ್ವಜ, ಬೃಹತ್ ಹೂವಿನ ಹಾರಗಳ ಹರಾಜು ಇರುತ್ತದೆ ಎಂದು ಹೇಳಿದರು. ಡಿಜೆಗೆ ಈ ಬಾರಿ ಸರ್ಕಾರ ಹಲವು ನಿಬಂಧನೆಗಳನ್ನು ಹೇರಿದ್ದು, ಸರ್ಕಾರದ ಆದೇಶ ಹಾಗೂ ಕಾನೂನಿನಲ್ಲಿ ಏನು ಅವಕಾಶ ಇದೆಯೋ ಅದೇರೀತಿಯ ಶಬ್ದಮಿತಿಯನ್ನು ಪಾಲಿಸಿ ಬಳಕೆ ಮಾಡಲು ನಿರ್ಧರಿಸಲಾಗಿದೆ. 4 ವಾಹನಗಳಲ್ಲಿ ಸ್ಪೀಕರ್‌ಗಳನ್ನು ಅಳವಡಿಕೆ ಮಾಡಲಾಗಿದೆ. ಅದಕ್ಕೆ ಸರ್ಕಾರ ಹಾಗೂ ಜಿಲ್ಲಾಡಳಿತ ಅನುಮತಿ ನೀಡಿದೆ. ಡಿಜೆಗೆ ಸ್ಪೀಕರ್‌ಗಳ ವ್ಯವಸ್ಥೆ ಇದೆ. ಆದರೆ ನಾವು ಡಿಜೆಗೆ ತಕ್ಕಂತೆ ಸ್ಪೀಕರ್ ಅಳವಡಿಕೆ ಮಾಡಿ ಬಳಸುವ ಮೂಲಕ ನಿಯಮಗಳನ್ನು ಪಾಲಿಸಿ ಮಾಡಲಿದ್ದೇವೆ. ಶೋಭಾಯಾತ್ರೆ ವೇಳೆ ಜನರಿಗೆ ಯಾವುದೇ ರೀತಿಯ ತೊಂದರೆ ಆಗದಂತೆ ಎಚ್ಚರಿಕೆ ವಹಿಸಲಾಗುವುದು. ಜಿಲ್ಲಾಡಳಿತ ಅನುಮತಿ ನೀಡಿದೆ ಎಂದರು. ಸುದ್ದಿಗೋಷ್ಠಿಯಲ್ಲಿ 2025ನೇ ಸಾಲಿನ ಹಿಂದೂ ಮಹಾಗಣಪತಿ ಉತ್ಸವ ಸಮಿತಿಯ ಅಧ್ಯಕ್ಷರಾದ ಶರಣ್ ಕುಮಾರ್, ವಿಶ್ವ ಹಿಂದೂ ಪರಿಷತ್‌ನ ಕೇಶವ್ ಭಾಗವಹಿಸಿದ್ದರು. xyxy=(446,1041,660,1210)
masthead-city: ಶಿವಮೊಗ್ಗ xyxy=(1160,56,1188,66)
yaduveer-col-1 xyxy=(40,1040,240,1450)
scheme-photo xyxy=(248,1816,660,1892)
p2-role1: ಗೌರವಾನ್ವಿತ ರಾಜ್ಯಪಾಲರು xyxy=(1153,1434,1253,1448)
